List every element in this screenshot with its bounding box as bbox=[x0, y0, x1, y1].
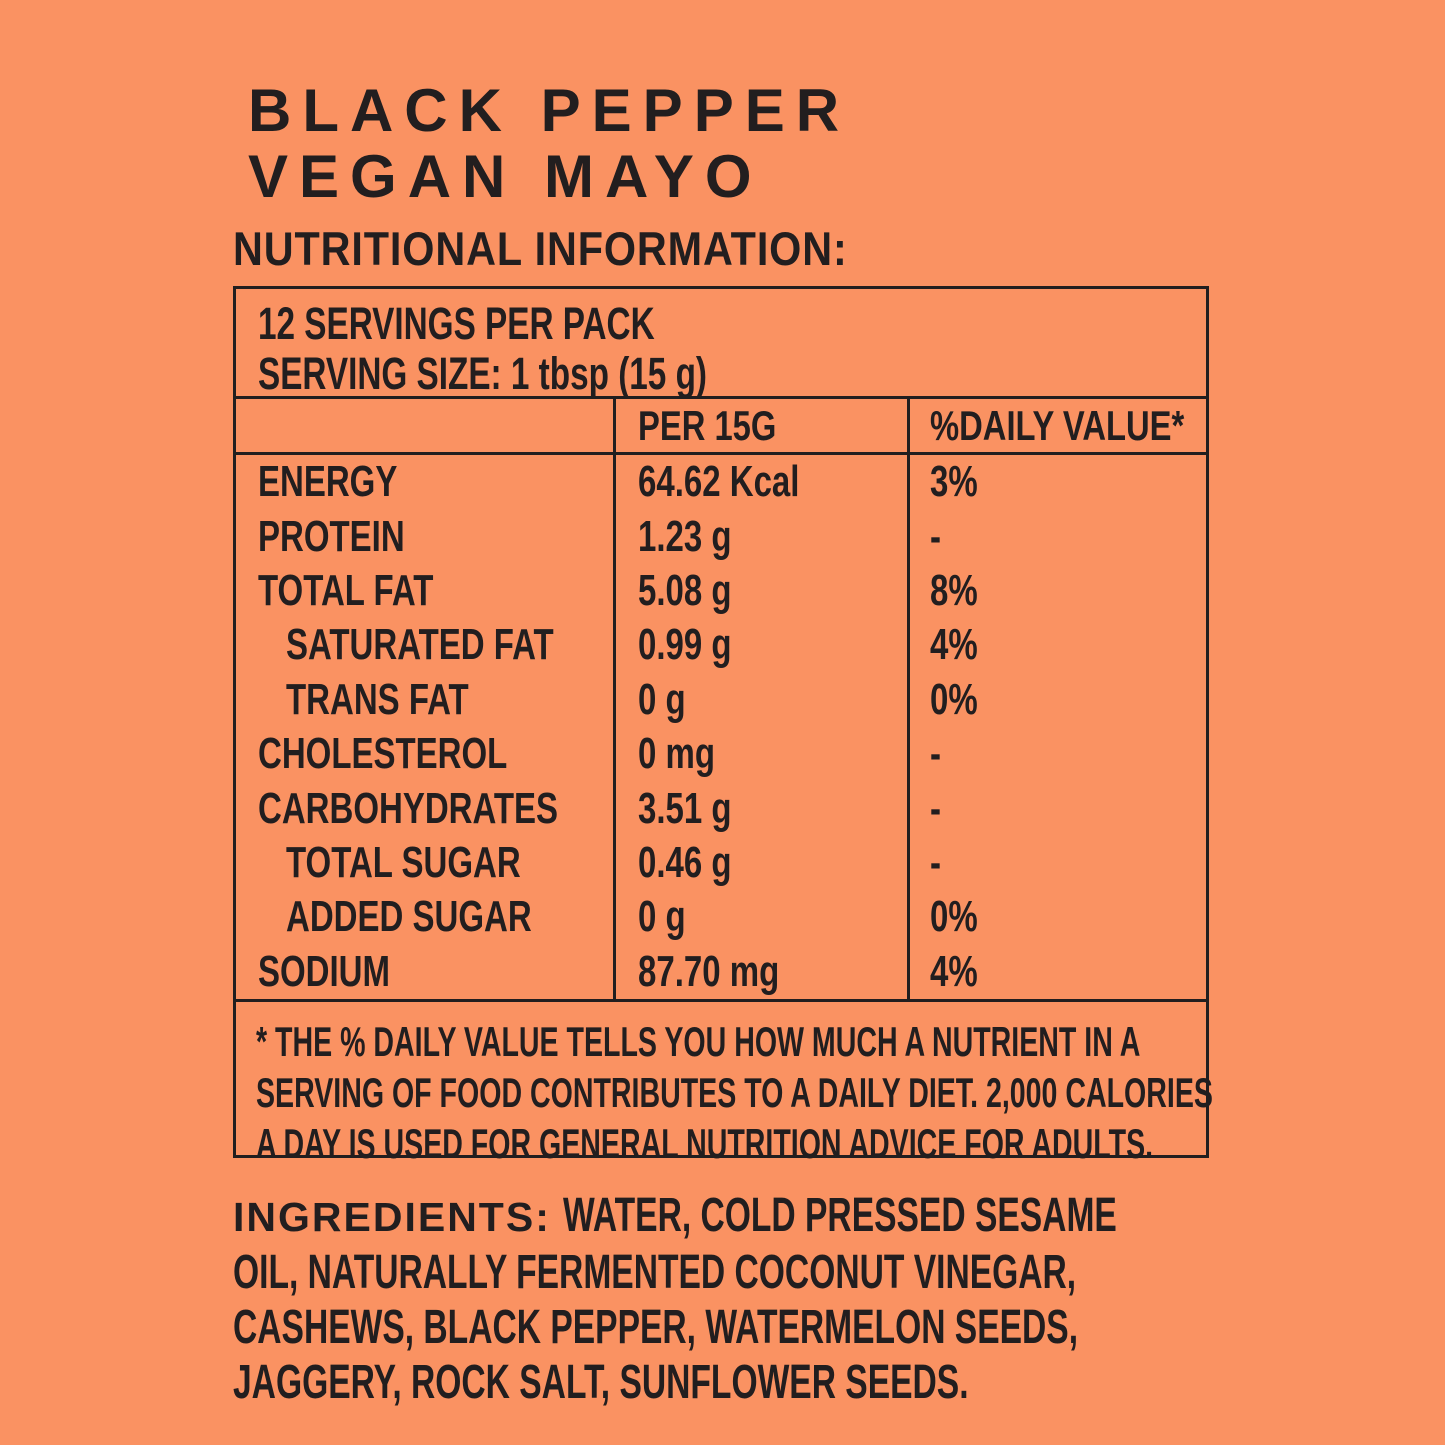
ingredients-line: OIL, NATURALLY FERMENTED COCONUT VINEGAR, bbox=[233, 1245, 1077, 1299]
nutrient-label: CHOLESTEROL bbox=[258, 729, 508, 779]
nutrient-amount: 0 g bbox=[613, 890, 907, 944]
nutrition-heading: NUTRITIONAL INFORMATION: bbox=[233, 222, 848, 275]
product-title bbox=[248, 78, 1445, 210]
nutrient-daily-value: - bbox=[907, 509, 1206, 563]
ingredients-section bbox=[233, 1188, 1445, 1410]
nutrient-rows bbox=[236, 455, 1206, 999]
nutrient-daily-value: 4% bbox=[907, 945, 1206, 999]
footnote-line: SERVING OF FOOD CONTRIBUTES TO A DAILY DIET. 2,000 CALORIES bbox=[256, 1068, 1213, 1116]
nutrient-daily-value: 4% bbox=[907, 618, 1206, 672]
nutrient-amount: 0 g bbox=[613, 673, 907, 727]
nutrient-amount: 64.62 Kcal bbox=[613, 455, 907, 509]
nutrient-amount: 0.99 g bbox=[613, 618, 907, 672]
nutrient-daily-value: - bbox=[907, 836, 1206, 890]
ingredients-line: CASHEWS, BLACK PEPPER, WATERMELON SEEDS, bbox=[233, 1300, 1079, 1354]
serving-size: SERVING SIZE: 1 tbsp (15 g) bbox=[258, 348, 708, 399]
ingredients-heading: INGREDIENTS: bbox=[233, 1193, 551, 1240]
nutrient-label: PROTEIN bbox=[258, 511, 405, 561]
nutrient-amount: 5.08 g bbox=[613, 564, 907, 618]
nutrient-amount: 1.23 g bbox=[613, 509, 907, 563]
nutrient-amount: 3.51 g bbox=[613, 781, 907, 835]
table-header-row bbox=[236, 399, 1206, 455]
nutrient-daily-value: 8% bbox=[907, 564, 1206, 618]
nutrient-label: TOTAL SUGAR bbox=[286, 837, 521, 887]
nutrient-daily-value: 0% bbox=[907, 673, 1206, 727]
daily-value-column-header: %DAILY VALUE* bbox=[907, 399, 1206, 452]
daily-value-footnote bbox=[236, 999, 1213, 1167]
ingredients-line: JAGGERY, ROCK SALT, SUNFLOWER SEEDS. bbox=[233, 1355, 969, 1409]
nutrition-table bbox=[233, 286, 1213, 1167]
servings-section bbox=[236, 289, 1206, 399]
empty-header-cell bbox=[236, 399, 613, 452]
footnote-line: A DAY IS USED FOR GENERAL NUTRITION ADVICE FOR ADULTS. bbox=[256, 1119, 1154, 1167]
nutrient-label: ENERGY bbox=[258, 457, 398, 507]
nutrient-amount: 0.46 g bbox=[613, 836, 907, 890]
nutrient-label: TOTAL FAT bbox=[258, 565, 434, 615]
nutrient-amount: 0 mg bbox=[613, 727, 907, 781]
nutrient-label: CARBOHYDRATES bbox=[258, 783, 559, 833]
nutrient-label: SATURATED FAT bbox=[286, 620, 554, 670]
nutrient-label: SODIUM bbox=[258, 946, 390, 996]
footnote-line: * THE % DAILY VALUE TELLS YOU HOW MUCH A NUTRIENT IN A bbox=[256, 1017, 1141, 1065]
ingredients-line: INGREDIENTS: WATER, COLD PRESSED SESAME bbox=[233, 1188, 1445, 1245]
servings-per-pack: 12 SERVINGS PER PACK bbox=[258, 298, 655, 349]
nutrient-label: ADDED SUGAR bbox=[286, 892, 532, 942]
nutrient-daily-value: 0% bbox=[907, 890, 1206, 944]
nutrient-label: TRANS FAT bbox=[286, 674, 469, 724]
nutrient-daily-value: - bbox=[907, 727, 1206, 781]
per-serving-column-header: PER 15G bbox=[613, 399, 907, 452]
nutrient-daily-value: - bbox=[907, 781, 1206, 835]
nutrient-amount: 87.70 mg bbox=[613, 945, 907, 999]
nutrient-daily-value: 3% bbox=[907, 455, 1206, 509]
product-title-line-2: VEGAN MAYO bbox=[248, 143, 763, 210]
product-title-line-1: BLACK PEPPER bbox=[248, 77, 851, 144]
